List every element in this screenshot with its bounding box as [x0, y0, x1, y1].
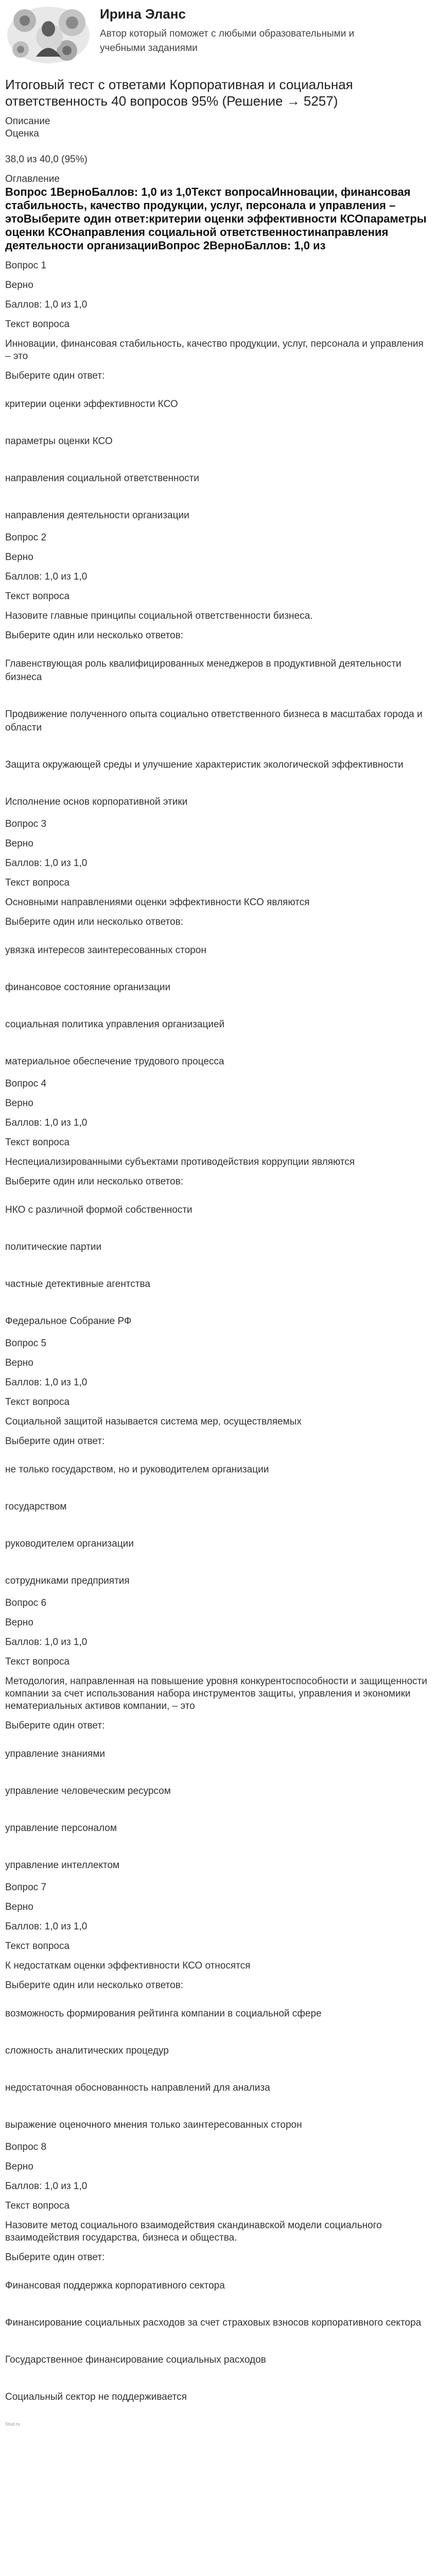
answer-option[interactable]: сложность аналитических процедур: [5, 2045, 169, 2056]
footer-logo[interactable]: Stud.ru: [5, 2421, 21, 2427]
question-status: Верно: [5, 1098, 33, 1109]
answer-option[interactable]: критерии оценки эффективности КСО: [5, 399, 178, 410]
answer-option[interactable]: материальное обеспечение трудового процесса: [5, 1056, 224, 1067]
answer-prompt: Выберите один ответ:: [5, 1436, 105, 1447]
question-status: Верно: [5, 552, 33, 563]
question-number: Вопрос 5: [5, 1338, 47, 1349]
question-status: Верно: [5, 838, 33, 849]
answer-option[interactable]: частные детективные агентства: [5, 1279, 150, 1290]
page-title: Итоговый тест с ответами Корпоративная и социальная ответственность 40 вопросов 95% (Решение → 5257): [5, 77, 353, 109]
author-description: Автор который поможет с любыми образовательными и учебными заданиями: [100, 28, 355, 54]
answer-prompt: Выберите один ответ:: [5, 2252, 105, 2263]
answer-option[interactable]: выражение оценочного мнения только заинтересованных сторон: [5, 2120, 302, 2130]
author-info: [100, 5, 388, 56]
question-text-label: Текст вопроса: [5, 1397, 70, 1408]
answer-option[interactable]: направления социальной ответственности: [5, 473, 199, 484]
author-header: [0, 0, 436, 65]
question-number: Вопрос 7: [5, 1882, 47, 1893]
answer-option[interactable]: не только государством, но и руководителем организации: [5, 1464, 269, 1475]
answer-prompt: Выберите один ответ:: [5, 370, 105, 381]
answer-option[interactable]: управление персоналом: [5, 1823, 117, 1834]
question-text: Назовите главные принципы социальной ответственности бизнеса.: [5, 611, 313, 621]
question-status: Верно: [5, 1617, 33, 1628]
answer-option[interactable]: Социальный сектор не поддерживается: [5, 2392, 187, 2402]
description-label: Описание: [5, 116, 50, 127]
toc-text: Вопрос 1ВерноБаллов: 1,0 из 1,0Текст вопросаИнновации, финансовая стабильность, качество продукции, услуг, персонала и управления – этоВыберите один ответ:критерии оценки эффективности КСОпараметры оценки КСОнаправления социальной ответственностинаправления деятельности организацииВопрос 2ВерноБаллов: 1,0 из: [5, 185, 427, 252]
answer-option[interactable]: политические партии: [5, 1242, 102, 1252]
question-status: Верно: [5, 1358, 33, 1368]
question-text-label: Текст вопроса: [5, 1656, 70, 1667]
answer-option[interactable]: Финансовая поддержка корпоративного сектора: [5, 2280, 225, 2291]
answer-option[interactable]: управление знаниями: [5, 1749, 106, 1759]
question-number: Вопрос 4: [5, 1078, 47, 1089]
question-number: Вопрос 3: [5, 819, 47, 829]
question-points: Баллов: 1,0 из 1,0: [5, 1637, 88, 1648]
answer-option[interactable]: Исполнение основ корпоративной этики: [5, 796, 188, 807]
question-text: Основными направлениями оценки эффективности КСО являются: [5, 897, 310, 908]
question-text: Социальной защитой называется система мер, осуществляемых: [5, 1416, 302, 1427]
answer-option[interactable]: Федеральное Собрание РФ: [5, 1316, 132, 1327]
answer-option[interactable]: руководителем организации: [5, 1538, 134, 1549]
answer-option[interactable]: государством: [5, 1501, 67, 1512]
question-block: [5, 1597, 431, 1872]
question-number: Вопрос 8: [5, 2142, 47, 2153]
answer-option[interactable]: возможность формирования рейтинга компании в социальной сфере: [5, 2008, 322, 2019]
question-number: Вопрос 6: [5, 1598, 47, 1608]
question-block: [5, 818, 431, 1069]
question-points: Баллов: 1,0 из 1,0: [5, 858, 88, 869]
question-text-label: Текст вопроса: [5, 1137, 70, 1148]
answer-option[interactable]: параметры оценки КСО: [5, 436, 113, 447]
question-text: Неспециализированными субъектами противодействия коррупции являются: [5, 1157, 355, 1167]
question-status: Верно: [5, 2161, 33, 2172]
answer-option[interactable]: недостаточная обоснованность направлений для анализа: [5, 2082, 270, 2093]
question-points: Баллов: 1,0 из 1,0: [5, 2181, 88, 2192]
question-text: Инновации, финансовая стабильность, качество продукции, услуг, персонала и управления – это: [5, 338, 424, 362]
question-text-label: Текст вопроса: [5, 877, 70, 888]
question-block: [5, 2141, 431, 2404]
answer-option[interactable]: финансовое состояние организации: [5, 982, 171, 993]
question-text-label: Текст вопроса: [5, 2200, 70, 2211]
question-points: Баллов: 1,0 из 1,0: [5, 1377, 88, 1388]
question-text-label: Текст вопроса: [5, 591, 70, 602]
question-points: Баллов: 1,0 из 1,0: [5, 299, 88, 310]
answer-prompt: Выберите один или несколько ответов:: [5, 1176, 183, 1187]
question-block: [5, 532, 431, 809]
question-block: [5, 1337, 431, 1588]
answer-option[interactable]: социальная политика управления организацией: [5, 1019, 225, 1030]
answer-option[interactable]: управление человеческим ресурсом: [5, 1786, 171, 1797]
main-content: [0, 65, 436, 2404]
toc-label: Оглавление: [5, 174, 60, 184]
questions-list: [5, 260, 431, 2404]
question-number: Вопрос 1: [5, 260, 47, 271]
author-avatar: [5, 5, 92, 65]
answer-option[interactable]: Государственное финансирование социальных расходов: [5, 2354, 266, 2365]
question-text: Методология, направленная на повышение уровня конкурентоспособности и защищенности компании за счет использования набора инструментов защиты, управления и экономики нематериальных активов компании, – это: [5, 1676, 427, 1711]
question-status: Верно: [5, 1902, 33, 1912]
question-status: Верно: [5, 280, 33, 291]
answer-option[interactable]: управление интеллектом: [5, 1860, 120, 1871]
question-text: К недостаткам оценки эффективности КСО относятся: [5, 1960, 251, 1971]
question-points: Баллов: 1,0 из 1,0: [5, 1117, 88, 1128]
answer-prompt: Выберите один или несколько ответов:: [5, 917, 183, 927]
grade-label: Оценка: [5, 128, 39, 139]
answer-option[interactable]: НКО с различной формой собственности: [5, 1205, 193, 1215]
answer-option[interactable]: увязка интересов заинтересованных сторон: [5, 945, 206, 956]
question-text-label: Текст вопроса: [5, 1941, 70, 1952]
score-value: 38,0 из 40,0 (95%): [5, 154, 88, 165]
question-text-label: Текст вопроса: [5, 319, 70, 330]
answer-prompt: Выберите один ответ:: [5, 1720, 105, 1731]
answer-option[interactable]: Главенствующая роль квалифицированных менеджеров в продуктивной деятельности бизнеса: [5, 658, 402, 683]
answer-prompt: Выберите один или несколько ответов:: [5, 630, 183, 641]
question-block: [5, 1078, 431, 1328]
answer-option[interactable]: Финансирование социальных расходов за счет страховых взносов корпоративного сектора: [5, 2317, 422, 2328]
answer-option[interactable]: направления деятельности организации: [5, 510, 189, 521]
question-block: [5, 260, 431, 522]
question-points: Баллов: 1,0 из 1,0: [5, 571, 88, 582]
answer-option[interactable]: Продвижение полученного опыта социально ответственного бизнеса в масштабах города и области: [5, 709, 423, 733]
question-text: Назовите метод социального взаимодействия скандинавской модели социального взаимодействия государства, бизнеса и общества.: [5, 2220, 382, 2243]
author-name[interactable]: Ирина Эланс: [100, 6, 186, 22]
question-number: Вопрос 2: [5, 532, 47, 543]
question-block: [5, 1882, 431, 2132]
answer-option[interactable]: сотрудниками предприятия: [5, 1575, 130, 1586]
answer-prompt: Выберите один или несколько ответов:: [5, 1980, 183, 1991]
question-points: Баллов: 1,0 из 1,0: [5, 1921, 88, 1932]
answer-option[interactable]: Защита окружающей среды и улучшение характеристик экологической эффективности: [5, 759, 404, 770]
